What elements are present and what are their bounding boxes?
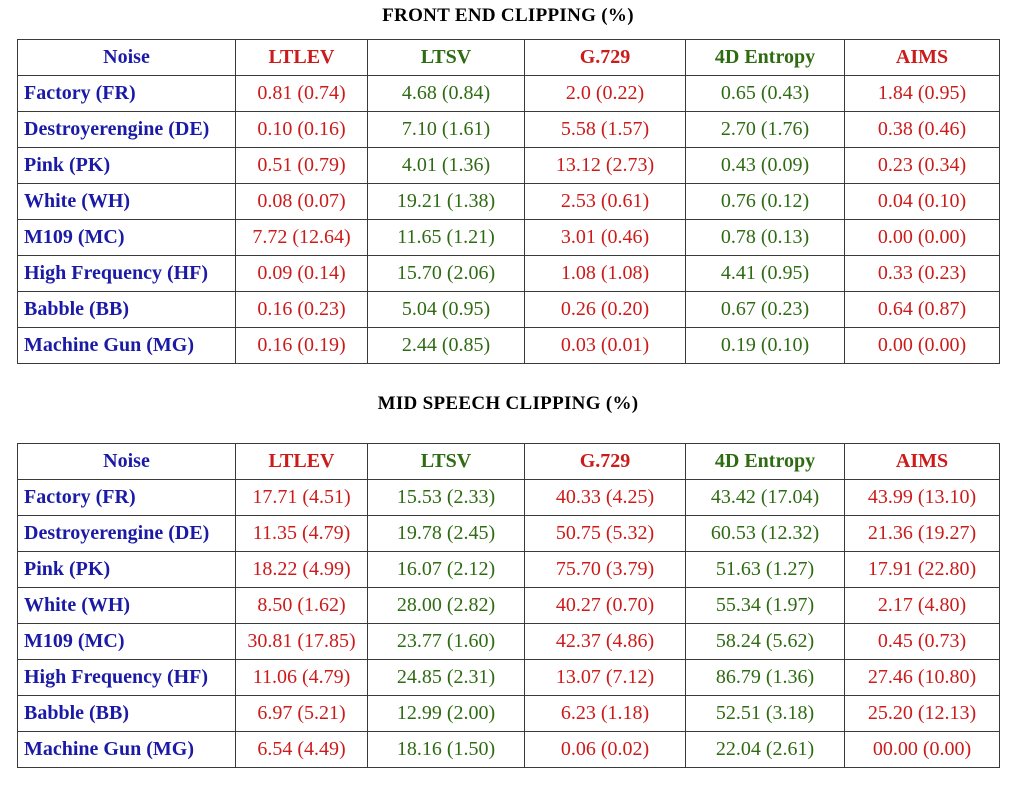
value-cell-ltsv: 23.77 (1.60) (368, 624, 525, 660)
value-cell-aims: 00.00 (0.00) (845, 732, 1000, 768)
value-cell-entropy: 0.19 (0.10) (686, 328, 845, 364)
value-cell-g729: 50.75 (5.32) (525, 516, 686, 552)
value-cell-ltlev: 0.16 (0.23) (236, 292, 368, 328)
column-header-entropy: 4D Entropy (686, 40, 845, 76)
value-cell-ltlev: 6.54 (4.49) (236, 732, 368, 768)
value-cell-aims: 21.36 (19.27) (845, 516, 1000, 552)
value-cell-g729: 75.70 (3.79) (525, 552, 686, 588)
table-row (18, 516, 1000, 552)
table-row (18, 660, 1000, 696)
table-row (18, 552, 1000, 588)
value-cell-ltlev: 0.81 (0.74) (236, 76, 368, 112)
noise-type-cell: Pink (PK) (18, 552, 236, 588)
value-cell-ltlev: 0.10 (0.16) (236, 112, 368, 148)
value-cell-g729: 5.58 (1.57) (525, 112, 686, 148)
value-cell-g729: 40.27 (0.70) (525, 588, 686, 624)
value-cell-entropy: 60.53 (12.32) (686, 516, 845, 552)
value-cell-entropy: 43.42 (17.04) (686, 480, 845, 516)
header-row (18, 40, 1000, 76)
value-cell-aims: 0.00 (0.00) (845, 220, 1000, 256)
table-row (18, 292, 1000, 328)
value-cell-entropy: 0.76 (0.12) (686, 184, 845, 220)
value-cell-g729: 2.53 (0.61) (525, 184, 686, 220)
value-cell-ltlev: 0.09 (0.14) (236, 256, 368, 292)
column-header-g729: G.729 (525, 444, 686, 480)
noise-type-cell: High Frequency (HF) (18, 660, 236, 696)
value-cell-ltlev: 17.71 (4.51) (236, 480, 368, 516)
mid-speech-clipping-title: MID SPEECH CLIPPING (%) (377, 393, 639, 414)
value-cell-entropy: 0.78 (0.13) (686, 220, 845, 256)
table-row (18, 184, 1000, 220)
value-cell-ltlev: 6.97 (5.21) (236, 696, 368, 732)
value-cell-ltsv: 15.70 (2.06) (368, 256, 525, 292)
value-cell-ltsv: 2.44 (0.85) (368, 328, 525, 364)
value-cell-ltsv: 12.99 (2.00) (368, 696, 525, 732)
value-cell-entropy: 51.63 (1.27) (686, 552, 845, 588)
value-cell-entropy: 4.41 (0.95) (686, 256, 845, 292)
value-cell-ltsv: 28.00 (2.82) (368, 588, 525, 624)
header-row (18, 444, 1000, 480)
value-cell-ltsv: 18.16 (1.50) (368, 732, 525, 768)
value-cell-ltlev: 0.51 (0.79) (236, 148, 368, 184)
value-cell-aims: 2.17 (4.80) (845, 588, 1000, 624)
value-cell-g729: 0.26 (0.20) (525, 292, 686, 328)
value-cell-ltlev: 7.72 (12.64) (236, 220, 368, 256)
value-cell-g729: 2.0 (0.22) (525, 76, 686, 112)
column-header-entropy: 4D Entropy (686, 444, 845, 480)
noise-type-cell: Factory (FR) (18, 480, 236, 516)
table-row (18, 148, 1000, 184)
noise-type-cell: M109 (MC) (18, 220, 236, 256)
noise-type-cell: Destroyerengine (DE) (18, 112, 236, 148)
column-header-aims: AIMS (845, 444, 1000, 480)
noise-type-cell: Destroyerengine (DE) (18, 516, 236, 552)
value-cell-g729: 1.08 (1.08) (525, 256, 686, 292)
value-cell-aims: 0.00 (0.00) (845, 328, 1000, 364)
value-cell-ltlev: 30.81 (17.85) (236, 624, 368, 660)
noise-type-cell: M109 (MC) (18, 624, 236, 660)
column-header-ltlev: LTLEV (236, 444, 368, 480)
noise-type-cell: Machine Gun (MG) (18, 732, 236, 768)
noise-type-cell: White (WH) (18, 588, 236, 624)
column-header-aims: AIMS (845, 40, 1000, 76)
value-cell-ltsv: 4.01 (1.36) (368, 148, 525, 184)
value-cell-aims: 17.91 (22.80) (845, 552, 1000, 588)
value-cell-ltsv: 4.68 (0.84) (368, 76, 525, 112)
value-cell-ltsv: 16.07 (2.12) (368, 552, 525, 588)
value-cell-ltsv: 19.78 (2.45) (368, 516, 525, 552)
noise-type-cell: Babble (BB) (18, 292, 236, 328)
column-header-ltlev: LTLEV (236, 40, 368, 76)
value-cell-ltlev: 0.16 (0.19) (236, 328, 368, 364)
noise-type-cell: High Frequency (HF) (18, 256, 236, 292)
value-cell-g729: 13.12 (2.73) (525, 148, 686, 184)
table-row (18, 696, 1000, 732)
value-cell-ltlev: 11.35 (4.79) (236, 516, 368, 552)
noise-type-cell: White (WH) (18, 184, 236, 220)
value-cell-ltlev: 18.22 (4.99) (236, 552, 368, 588)
value-cell-ltsv: 7.10 (1.61) (368, 112, 525, 148)
value-cell-g729: 0.03 (0.01) (525, 328, 686, 364)
value-cell-ltsv: 24.85 (2.31) (368, 660, 525, 696)
table-row (18, 732, 1000, 768)
value-cell-entropy: 58.24 (5.62) (686, 624, 845, 660)
value-cell-ltsv: 5.04 (0.95) (368, 292, 525, 328)
column-header-noise: Noise (18, 40, 236, 76)
value-cell-aims: 0.33 (0.23) (845, 256, 1000, 292)
value-cell-aims: 0.38 (0.46) (845, 112, 1000, 148)
noise-type-cell: Babble (BB) (18, 696, 236, 732)
value-cell-g729: 42.37 (4.86) (525, 624, 686, 660)
column-header-g729: G.729 (525, 40, 686, 76)
value-cell-entropy: 22.04 (2.61) (686, 732, 845, 768)
noise-type-cell: Factory (FR) (18, 76, 236, 112)
value-cell-entropy: 2.70 (1.76) (686, 112, 845, 148)
value-cell-entropy: 0.65 (0.43) (686, 76, 845, 112)
front-end-clipping-table (17, 39, 1000, 364)
table-row (18, 588, 1000, 624)
table-row (18, 256, 1000, 292)
value-cell-aims: 0.45 (0.73) (845, 624, 1000, 660)
noise-type-cell: Pink (PK) (18, 148, 236, 184)
value-cell-g729: 40.33 (4.25) (525, 480, 686, 516)
column-header-noise: Noise (18, 444, 236, 480)
table-row (18, 76, 1000, 112)
value-cell-entropy: 0.67 (0.23) (686, 292, 845, 328)
value-cell-ltsv: 11.65 (1.21) (368, 220, 525, 256)
value-cell-aims: 0.04 (0.10) (845, 184, 1000, 220)
noise-type-cell: Machine Gun (MG) (18, 328, 236, 364)
value-cell-entropy: 0.43 (0.09) (686, 148, 845, 184)
value-cell-aims: 0.23 (0.34) (845, 148, 1000, 184)
table-row (18, 480, 1000, 516)
table-row (18, 328, 1000, 364)
value-cell-aims: 43.99 (13.10) (845, 480, 1000, 516)
table-row (18, 624, 1000, 660)
value-cell-ltsv: 19.21 (1.38) (368, 184, 525, 220)
value-cell-entropy: 52.51 (3.18) (686, 696, 845, 732)
value-cell-aims: 1.84 (0.95) (845, 76, 1000, 112)
value-cell-aims: 0.64 (0.87) (845, 292, 1000, 328)
column-header-ltsv: LTSV (368, 40, 525, 76)
table-row (18, 220, 1000, 256)
mid-speech-clipping-table (17, 443, 1000, 768)
value-cell-entropy: 86.79 (1.36) (686, 660, 845, 696)
value-cell-ltlev: 11.06 (4.79) (236, 660, 368, 696)
table-row (18, 112, 1000, 148)
front-end-clipping-title: FRONT END CLIPPING (%) (382, 5, 634, 26)
value-cell-aims: 25.20 (12.13) (845, 696, 1000, 732)
value-cell-g729: 13.07 (7.12) (525, 660, 686, 696)
value-cell-ltlev: 8.50 (1.62) (236, 588, 368, 624)
value-cell-g729: 6.23 (1.18) (525, 696, 686, 732)
value-cell-g729: 3.01 (0.46) (525, 220, 686, 256)
value-cell-entropy: 55.34 (1.97) (686, 588, 845, 624)
value-cell-ltsv: 15.53 (2.33) (368, 480, 525, 516)
column-header-ltsv: LTSV (368, 444, 525, 480)
value-cell-g729: 0.06 (0.02) (525, 732, 686, 768)
value-cell-aims: 27.46 (10.80) (845, 660, 1000, 696)
value-cell-ltlev: 0.08 (0.07) (236, 184, 368, 220)
